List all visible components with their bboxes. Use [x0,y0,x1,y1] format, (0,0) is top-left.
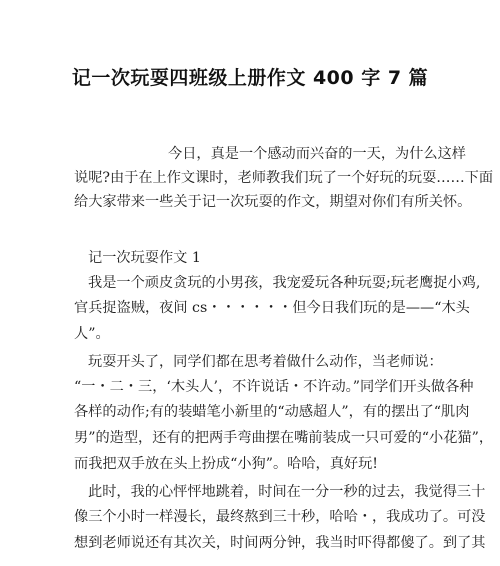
body-line: 玩耍开头了，同学们都在思考着做什么动作，当老师说： [88,354,443,370]
body-line: 像三个小时一样漫长，最终熬到三十秒，哈哈・，我成功了。可没 [74,509,486,525]
intro-line: 今日，真是一个感动而兴奋的一天，为什么这样 [168,146,466,162]
body-line: 而我把双手放在头上扮成“小狗”。哈哈，真好玩! [74,456,378,472]
document-title: 记一次玩耍四班级上册作文 400 字 7 篇 [71,67,429,89]
intro-line: 给大家带来一些关于记一次玩耍的作文，期望对你们有所关怀。 [74,194,472,210]
body-line: “一・二・三，‘木头人’，不许说话・不许动。”同学们开头做各种 [74,379,474,395]
body-line: 想到老师说还有其次关，时间两分钟，我当时吓得都傻了。到了其 [74,535,486,551]
body-line: 人”。 [74,326,110,342]
body-line: 各样的动作;有的装蜡笔小新里的“动感超人”，有的摆出了“肌肉 [74,404,470,420]
body-line: 男”的造型，还有的把两手弯曲摆在嘴前装成一只可爱的“小花猫”， [74,430,494,446]
body-line: 官兵捉盗贼，夜间 cs・・・・・・但今日我们玩的是——“木头 [74,300,470,316]
body-line: 我是一个顽皮贪玩的小男孩，我宠爱玩各种玩耍;玩老鹰捉小鸡, [88,275,481,291]
essay-heading: 记一次玩耍作文 1 [88,250,201,266]
intro-line: 说呢?由于在上作文课时，老师教我们玩了一个好玩的玩耍……下面 [74,170,494,186]
body-line: 此时，我的心怦怦地跳着，时间在一分一秒的过去，我觉得三十 [88,484,486,500]
